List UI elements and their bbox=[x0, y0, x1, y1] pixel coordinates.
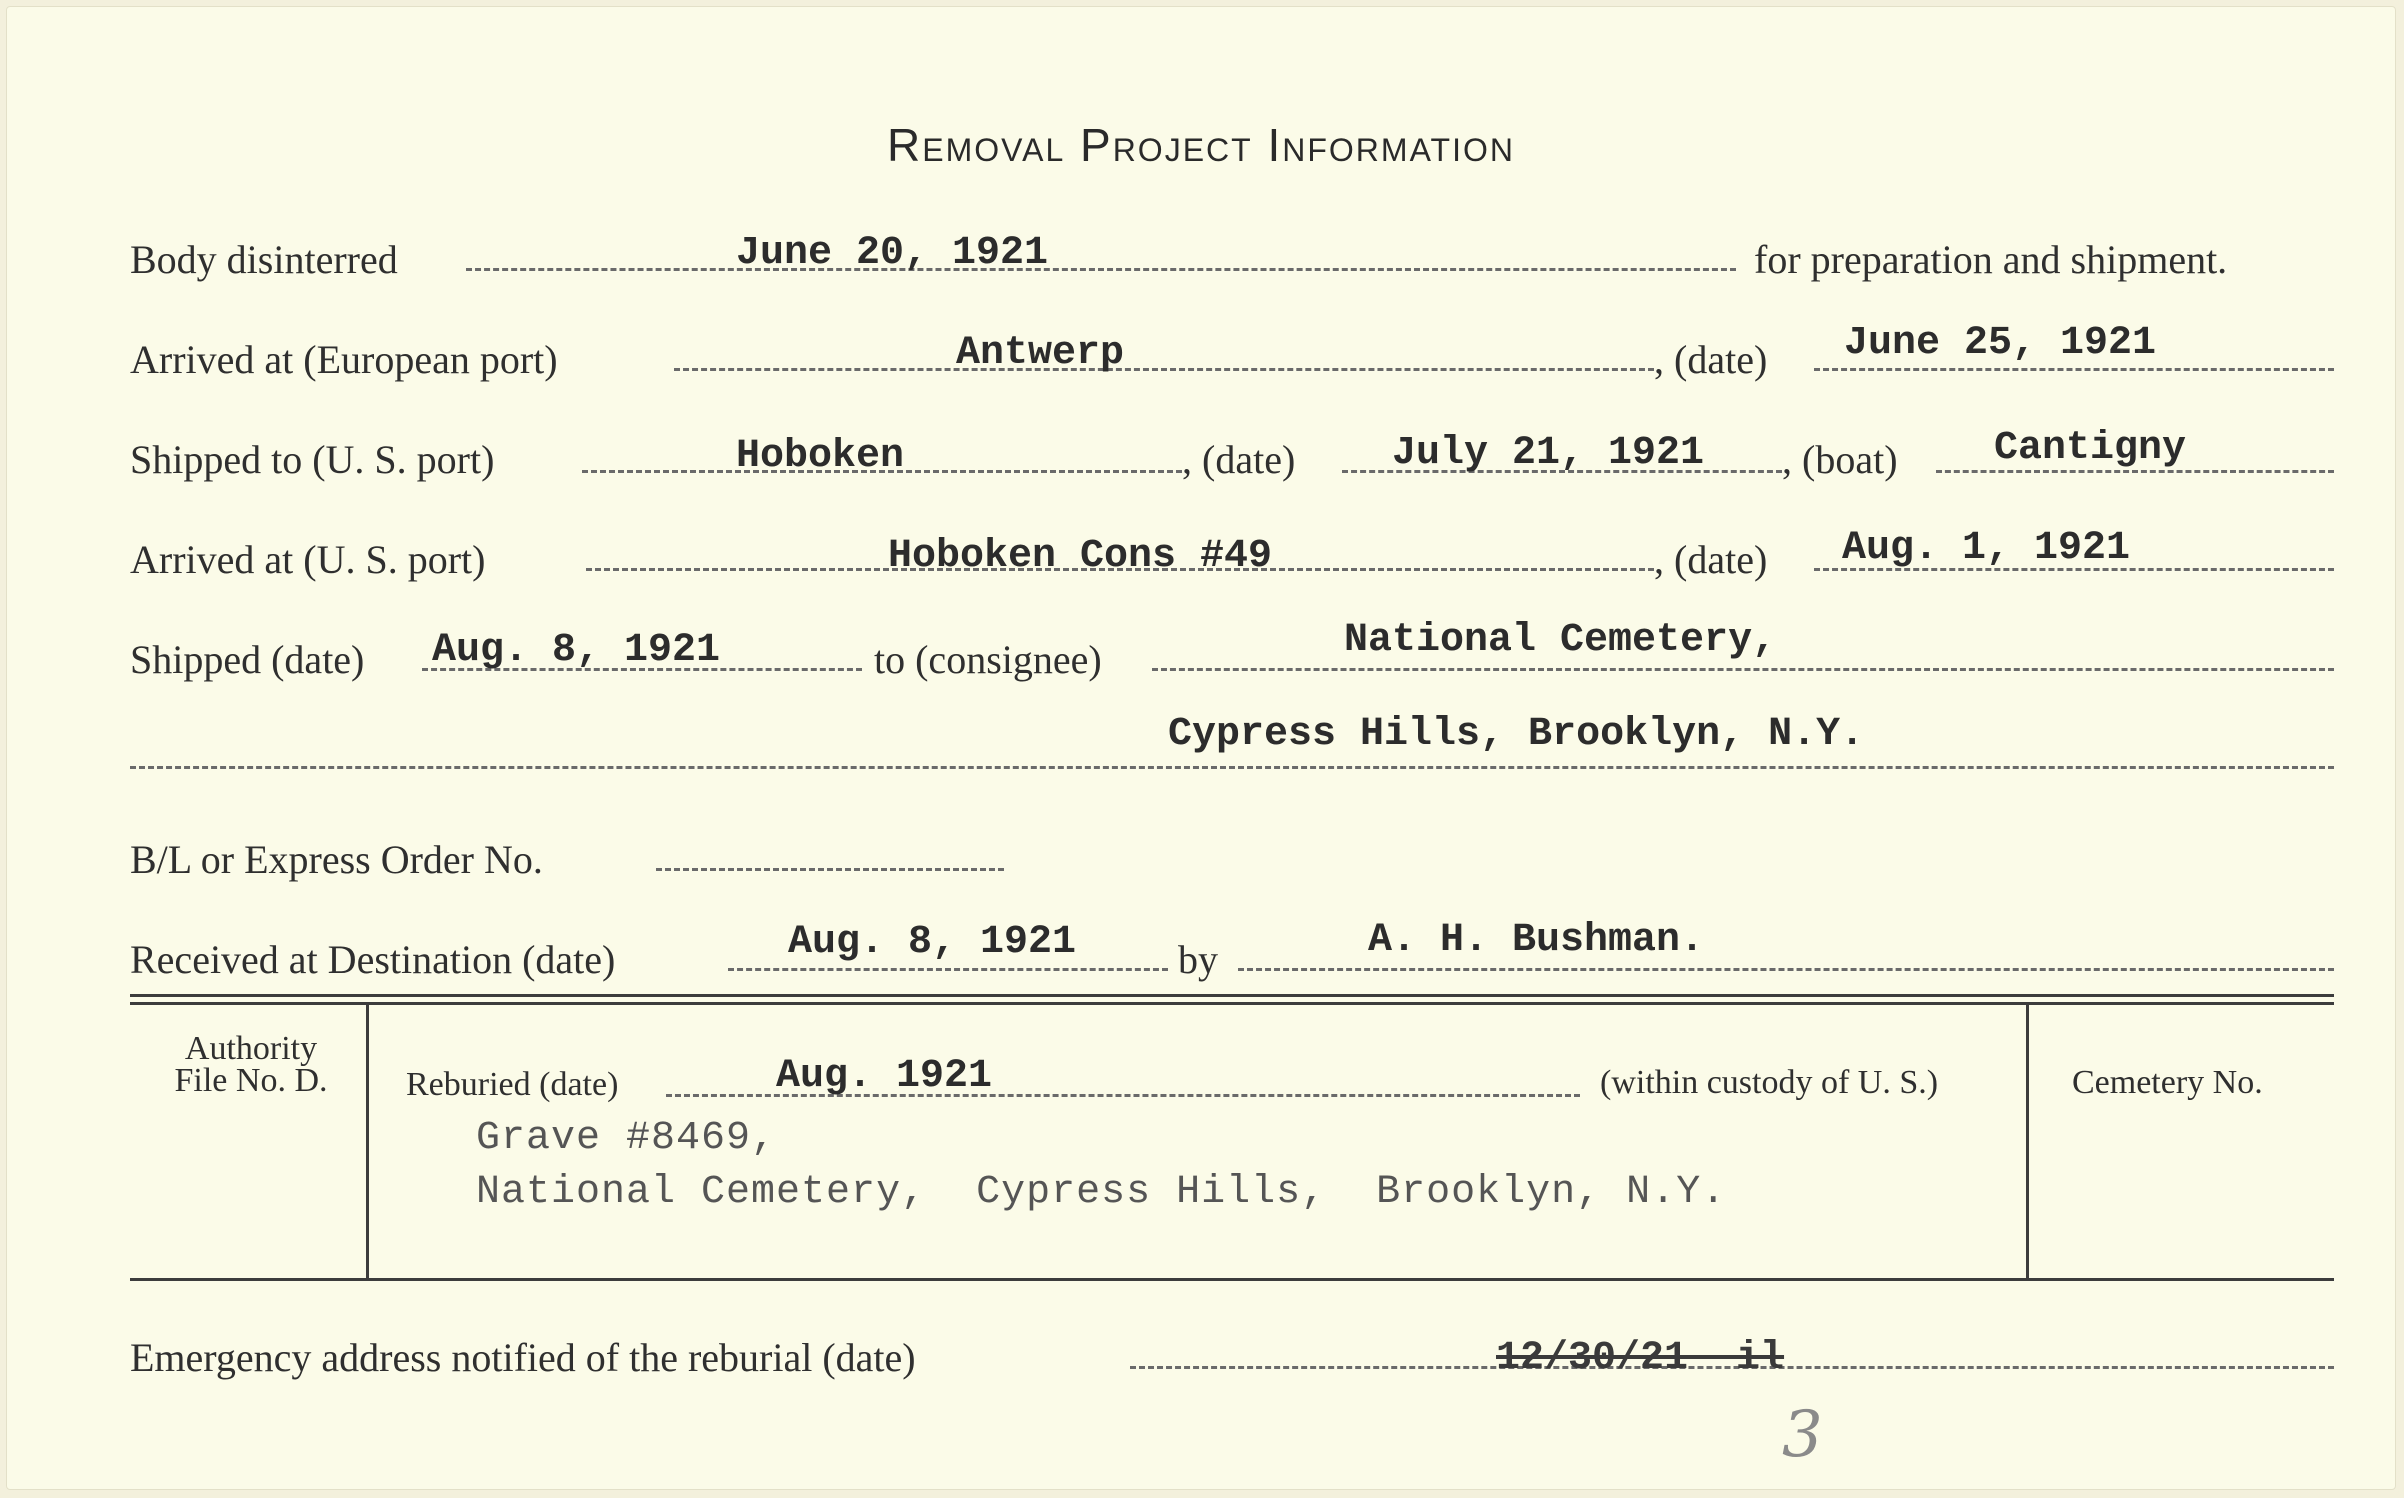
boat-label: , (boat) bbox=[1782, 437, 1898, 482]
received-date-value: Aug. 8, 1921 bbox=[788, 920, 1077, 965]
received-label: Received at Destination (date) bbox=[130, 937, 616, 982]
bl-line bbox=[656, 868, 1004, 871]
pencil-mark: 3 bbox=[1782, 1398, 1823, 1472]
us-arrival-date-value: Aug. 1, 1921 bbox=[1842, 526, 2131, 571]
grave-line1: Grave #8469, bbox=[476, 1116, 777, 1161]
us-ship-date-value: July 21, 1921 bbox=[1392, 431, 1705, 476]
boat-value: Cantigny bbox=[1994, 426, 2187, 471]
received-by-line bbox=[1238, 968, 2334, 971]
authority-label-line2: File No. D. bbox=[174, 1062, 328, 1099]
box-top-rule-1 bbox=[130, 994, 2334, 997]
bl-label: B/L or Express Order No. bbox=[130, 837, 543, 882]
consignee-line-2 bbox=[130, 766, 2334, 769]
received-by-value: A. H. Bushman. bbox=[1368, 918, 1705, 963]
shipped-label: Shipped (date) bbox=[130, 637, 365, 682]
grave-line2: National Cemetery, Cypress Hills, Brooklyn, N.Y. bbox=[476, 1170, 1727, 1215]
reburied-date-value: Aug. 1921 bbox=[776, 1054, 993, 1099]
us-arrival-date-label: , (date) bbox=[1654, 537, 1768, 582]
received-date-line bbox=[728, 968, 1168, 971]
eu-port-line bbox=[674, 368, 1654, 371]
us-ship-date-label: , (date) bbox=[1182, 437, 1296, 482]
consignee-line1: National Cemetery, bbox=[1344, 618, 1777, 663]
disinterred-line bbox=[466, 268, 1736, 271]
consignee-line2: Cypress Hills, Brooklyn, N.Y. bbox=[1168, 712, 1865, 757]
eu-date-label: , (date) bbox=[1654, 337, 1768, 382]
shipped-date-value: Aug. 8, 1921 bbox=[432, 628, 721, 673]
record-card bbox=[6, 6, 2396, 1490]
eu-arrival-label: Arrived at (European port) bbox=[130, 337, 558, 382]
us-arrival-label: Arrived at (U. S. port) bbox=[130, 537, 486, 582]
emergency-value: 12/30/21 il bbox=[1496, 1336, 1785, 1381]
us-port-value: Hoboken bbox=[736, 434, 905, 479]
reburied-label: Reburied (date) bbox=[406, 1066, 619, 1103]
eu-date-value: June 25, 1921 bbox=[1844, 321, 2157, 366]
eu-port-value: Antwerp bbox=[956, 331, 1125, 376]
eu-date-line bbox=[1814, 368, 2334, 371]
authority-label-line1: Authority bbox=[184, 1030, 318, 1067]
disinterred-date: June 20, 1921 bbox=[736, 231, 1049, 276]
cemetery-no-label: Cemetery No. bbox=[2072, 1064, 2263, 1101]
box-bottom-rule bbox=[130, 1278, 2334, 1281]
disinterred-suffix: for preparation and shipment. bbox=[1754, 237, 2228, 282]
us-arrival-port-value: Hoboken Cons #49 bbox=[888, 534, 1273, 579]
form-title: Removal Project Information bbox=[887, 119, 1515, 171]
disinterred-label: Body disinterred bbox=[130, 237, 398, 282]
shipped-us-label: Shipped to (U. S. port) bbox=[130, 437, 495, 482]
received-by-label: by bbox=[1178, 937, 1218, 982]
consignee-label: to (consignee) bbox=[874, 637, 1102, 682]
consignee-line bbox=[1152, 668, 2334, 671]
box-right-divider bbox=[2026, 1002, 2029, 1280]
custody-label: (within custody of U. S.) bbox=[1600, 1064, 1939, 1101]
box-top-rule-2 bbox=[130, 1002, 2334, 1005]
emergency-label: Emergency address notified of the reburial (date) bbox=[130, 1335, 916, 1380]
